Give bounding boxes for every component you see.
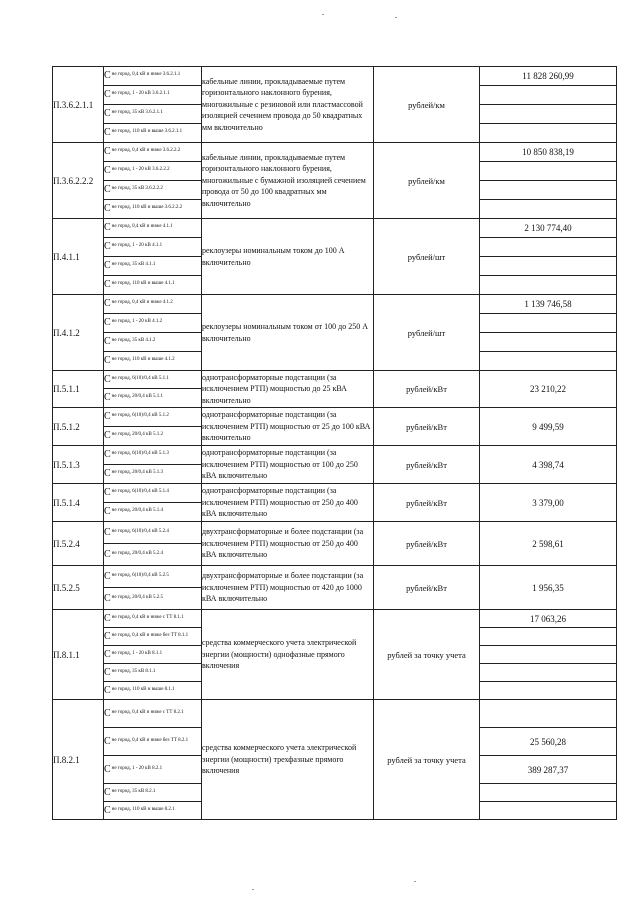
voltage-subcategory <box>104 86 202 105</box>
voltage-subcategory <box>104 276 202 295</box>
c-prefix: C <box>104 526 111 538</box>
voltage-subcategory <box>104 408 202 427</box>
table-row <box>53 446 617 465</box>
subcategory-label: не город, 0,4 кВ и ниже 4.1.1 <box>111 224 173 229</box>
c-prefix: C <box>104 241 111 252</box>
voltage-subcategory <box>104 484 202 503</box>
c-prefix: C <box>104 506 111 517</box>
subcategory-label: не город, 20/0,4 кВ 5.1.2 <box>111 432 164 437</box>
table-row <box>53 610 617 628</box>
unit-of-measure: рублей/км <box>374 67 480 143</box>
voltage-subcategory <box>104 314 202 333</box>
subcategory-label: не город, 0,4 кВ и ниже с ТТ 8.1.1 <box>111 614 184 620</box>
item-code: П.4.1.1 <box>53 219 104 295</box>
unit-of-measure: рублей/кВт <box>374 522 480 566</box>
subcategory-label: не город, 0,4 кВ и ниже без ТТ 8.1.1 <box>111 632 189 638</box>
voltage-subcategory <box>104 588 202 610</box>
subcategory-label: не город, 35 кВ 4.1.2 <box>111 338 156 343</box>
c-prefix: C <box>104 468 111 479</box>
subcategory-label: не город, 6(10)/0,4 кВ 5.1.4 <box>111 489 169 494</box>
rate-empty <box>480 352 617 371</box>
rate-empty <box>480 784 617 802</box>
subcategory-label: не город, 20/0,4 кВ 5.1.4 <box>111 508 164 513</box>
voltage-subcategory <box>104 784 202 802</box>
item-description: средства коммерческого учета электрической энергии (мощности) трехфазные прямого включения <box>202 700 374 820</box>
table-row <box>53 522 617 544</box>
subcategory-label: не город, 110 кВ и выше 8.2.1 <box>111 806 175 812</box>
voltage-subcategory <box>104 219 202 238</box>
subcategory-label: не город, 20/0,4 кВ 5.2.5 <box>111 594 164 600</box>
unit-of-measure: рублей/кВт <box>374 484 480 522</box>
c-prefix: C <box>104 763 111 775</box>
subcategory-label: не город, 6(10)/0,4 кВ 5.2.5 <box>111 572 169 578</box>
table-row <box>53 143 617 162</box>
table-row <box>53 295 617 314</box>
voltage-subcategory <box>104 427 202 446</box>
voltage-subcategory <box>104 503 202 522</box>
item-code: П.5.1.4 <box>53 484 104 522</box>
item-description: двухтрансформаторные и более подстанции (за исключением РТП) мощностью от 250 до 400 кВА включительно <box>202 522 374 566</box>
c-prefix: C <box>104 666 111 678</box>
rate-value: 2 598,61 <box>480 522 617 566</box>
item-code: П.5.1.1 <box>53 371 104 408</box>
rate-empty <box>480 181 617 200</box>
item-description: однотрансформаторные подстанции (за исключением РТП) мощностью от 100 до 250 кВА включительно <box>202 446 374 484</box>
rate-empty <box>480 276 617 295</box>
rate-value: 10 850 838,19 <box>480 143 617 162</box>
subcategory-label: не город, 35 кВ 3.6.2.1.1 <box>111 110 163 115</box>
c-prefix: C <box>104 684 111 696</box>
c-prefix: C <box>104 203 111 214</box>
voltage-subcategory <box>104 465 202 484</box>
voltage-subcategory <box>104 728 202 756</box>
rate-value: 11 828 260,99 <box>480 67 617 86</box>
c-prefix: C <box>104 298 111 309</box>
subcategory-label: не город, 6(10)/0,4 кВ 5.2.4 <box>111 528 169 534</box>
c-prefix: C <box>104 127 111 138</box>
rate-value: 9 499,59 <box>480 408 617 446</box>
scan-speck <box>395 17 397 18</box>
c-prefix: C <box>104 735 111 747</box>
item-code: П.3.6.2.2.2 <box>53 143 104 219</box>
table-row <box>53 484 617 503</box>
item-description: однотрансформаторные подстанции (за исключением РТП) мощностью до 25 кВА включительно <box>202 371 374 408</box>
subcategory-label: не город, 110 кВ и выше 4.1.1 <box>111 281 175 286</box>
subcategory-label: не город, 35 кВ 8.2.1 <box>111 788 156 794</box>
table-row <box>53 219 617 238</box>
item-code: П.5.1.2 <box>53 408 104 446</box>
c-prefix: C <box>104 89 111 100</box>
voltage-subcategory <box>104 446 202 465</box>
unit-of-measure: рублей/кВт <box>374 408 480 446</box>
subcategory-label: не город, 110 кВ и выше 8.1.1 <box>111 686 175 692</box>
item-code: П.5.2.4 <box>53 522 104 566</box>
unit-of-measure: рублей/шт <box>374 219 480 295</box>
c-prefix: C <box>104 411 111 422</box>
c-prefix: C <box>104 336 111 347</box>
subcategory-label: не город, 1 - 20 кВ 8.1.1 <box>111 650 163 656</box>
voltage-subcategory <box>104 682 202 700</box>
c-prefix: C <box>104 487 111 498</box>
voltage-subcategory <box>104 566 202 588</box>
subcategory-label: не город, 1 - 20 кВ 4.1.1 <box>111 243 163 248</box>
c-prefix: C <box>104 222 111 233</box>
scan-speck <box>252 889 254 890</box>
rate-value: 1 139 746,58 <box>480 295 617 314</box>
item-description: средства коммерческого учета электрической энергии (мощности) однофазные прямого включения <box>202 610 374 700</box>
item-description: кабельные линии, прокладываемые путем горизонтального наклонного бурения, многожильные с бумажной изоляцией сечением провода от 50 до 100 квадратных мм включительно <box>202 143 374 219</box>
rate-empty <box>480 682 617 700</box>
unit-of-measure: рублей/кВт <box>374 371 480 408</box>
rate-empty <box>480 257 617 276</box>
voltage-subcategory <box>104 162 202 181</box>
item-description: реклоузеры номинальным током от 100 до 250 А включительно <box>202 295 374 371</box>
rate-empty <box>480 314 617 333</box>
c-prefix: C <box>104 630 111 642</box>
table-row <box>53 371 617 389</box>
subcategory-label: не город, 0,4 кВ и ниже 3.6.2.1.1 <box>111 72 181 77</box>
c-prefix: C <box>104 279 111 290</box>
subcategory-label: не город, 1 - 20 кВ 8.2.1 <box>111 765 163 771</box>
subcategory-label: не город, 20/0,4 кВ 5.1.3 <box>111 470 164 475</box>
c-prefix: C <box>104 786 111 798</box>
rate-empty <box>480 238 617 257</box>
subcategory-label: не город, 0,4 кВ и ниже 4.1.2 <box>111 300 173 305</box>
c-prefix: C <box>104 804 111 816</box>
voltage-subcategory <box>104 143 202 162</box>
c-prefix: C <box>104 612 111 624</box>
rate-value: 23 210,22 <box>480 371 617 408</box>
rate-value: 25 560,28 <box>480 728 617 756</box>
rate-empty <box>480 124 617 143</box>
c-prefix: C <box>104 392 111 403</box>
rate-value: 4 398,74 <box>480 446 617 484</box>
rate-empty <box>480 802 617 820</box>
item-description: реклоузеры номинальным током до 100 А включительно <box>202 219 374 295</box>
item-code: П.3.6.2.1.1 <box>53 67 104 143</box>
table-row <box>53 408 617 427</box>
voltage-subcategory <box>104 371 202 389</box>
item-code: П.8.2.1 <box>53 700 104 820</box>
rate-value-secondary: 389 287,37 <box>480 756 617 784</box>
scan-speck <box>322 14 324 15</box>
tariff-table <box>52 66 617 820</box>
subcategory-label: не город, 6(10)/0,4 кВ 5.1.2 <box>111 413 169 418</box>
c-prefix: C <box>104 165 111 176</box>
subcategory-label: не город, 20/0,4 кВ 5.1.1 <box>111 394 164 399</box>
unit-of-measure: рублей/шт <box>374 295 480 371</box>
rate-empty <box>480 162 617 181</box>
item-code: П.4.1.2 <box>53 295 104 371</box>
voltage-subcategory <box>104 664 202 682</box>
item-description: однотрансформаторные подстанции (за исключением РТП) мощностью от 25 до 100 кВА включительно <box>202 408 374 446</box>
voltage-subcategory <box>104 124 202 143</box>
rate-value: 17 063,26 <box>480 610 617 628</box>
c-prefix: C <box>104 70 111 81</box>
c-prefix: C <box>104 108 111 119</box>
subcategory-label: не город, 0,4 кВ и ниже 3.6.2.2.2 <box>111 148 181 153</box>
subcategory-label: не город, 110 кВ и выше 3.6.2.2.2 <box>111 205 183 210</box>
table-row <box>53 700 617 728</box>
rate-empty <box>480 628 617 646</box>
subcategory-label: не город, 35 кВ 4.1.1 <box>111 262 156 267</box>
voltage-subcategory <box>104 181 202 200</box>
unit-of-measure: рублей/кВт <box>374 566 480 610</box>
c-prefix: C <box>104 355 111 366</box>
rate-empty <box>480 200 617 219</box>
c-prefix: C <box>104 146 111 157</box>
rate-empty <box>480 86 617 105</box>
subcategory-label: не город, 1 - 20 кВ 4.1.2 <box>111 319 163 324</box>
item-description: однотрансформаторные подстанции (за исключением РТП) мощностью от 250 до 400 кВА включительно <box>202 484 374 522</box>
rate-empty <box>480 664 617 682</box>
c-prefix: C <box>104 184 111 195</box>
c-prefix: C <box>104 648 111 660</box>
voltage-subcategory <box>104 646 202 664</box>
c-prefix: C <box>104 430 111 441</box>
c-prefix: C <box>104 260 111 271</box>
voltage-subcategory <box>104 700 202 728</box>
c-prefix: C <box>104 592 111 604</box>
voltage-subcategory <box>104 352 202 371</box>
voltage-subcategory <box>104 67 202 86</box>
rate-empty <box>480 700 617 728</box>
voltage-subcategory <box>104 522 202 544</box>
voltage-subcategory <box>104 756 202 784</box>
voltage-subcategory <box>104 544 202 566</box>
subcategory-label: не город, 20/0,4 кВ 5.2.4 <box>111 550 164 556</box>
voltage-subcategory <box>104 238 202 257</box>
c-prefix: C <box>104 449 111 460</box>
c-prefix: C <box>104 317 111 328</box>
c-prefix: C <box>104 548 111 560</box>
voltage-subcategory <box>104 628 202 646</box>
rate-empty <box>480 105 617 124</box>
subcategory-label: не город, 6(10)/0,4 кВ 5.1.3 <box>111 451 169 456</box>
subcategory-label: не город, 0,4 кВ и ниже без ТТ 8.2.1 <box>111 737 189 743</box>
c-prefix: C <box>104 373 111 385</box>
tariff-table-body <box>53 67 617 820</box>
subcategory-label: не город, 1 - 20 кВ 3.6.2.2.2 <box>111 167 170 172</box>
rate-empty <box>480 333 617 352</box>
table-row <box>53 566 617 588</box>
c-prefix: C <box>104 570 111 582</box>
voltage-subcategory <box>104 389 202 408</box>
rate-empty <box>480 646 617 664</box>
subcategory-label: не город, 0,4 кВ и ниже с ТТ 8.2.1 <box>111 709 184 715</box>
item-code: П.5.2.5 <box>53 566 104 610</box>
rate-value: 3 379,00 <box>480 484 617 522</box>
voltage-subcategory <box>104 333 202 352</box>
unit-of-measure: рублей/кВт <box>374 446 480 484</box>
rate-value: 1 956,35 <box>480 566 617 610</box>
subcategory-label: не город, 110 кВ и выше 4.1.2 <box>111 357 175 362</box>
scan-speck <box>414 881 416 882</box>
unit-of-measure: рублей за точку учета <box>374 610 480 700</box>
item-description: двухтрансформаторные и более подстанции (за исключением РТП) мощностью от 420 до 1000 кВА включительно <box>202 566 374 610</box>
voltage-subcategory <box>104 257 202 276</box>
item-code: П.8.1.1 <box>53 610 104 700</box>
subcategory-label: не город, 35 кВ 3.6.2.2.2 <box>111 186 163 191</box>
subcategory-label: не город, 110 кВ и выше 3.6.2.1.1 <box>111 129 183 134</box>
unit-of-measure: рублей за точку учета <box>374 700 480 820</box>
subcategory-label: не город, 35 кВ 8.1.1 <box>111 668 156 674</box>
item-description: кабельные линии, прокладываемые путем горизонтального наклонного бурения, многожильные с резиновой или пластмассовой изоляцией сечением провода до 50 квадратных мм включительно <box>202 67 374 143</box>
voltage-subcategory <box>104 802 202 820</box>
voltage-subcategory <box>104 200 202 219</box>
voltage-subcategory <box>104 105 202 124</box>
subcategory-label: не город, 6(10)/0,4 кВ 5.1.1 <box>111 375 169 381</box>
rate-value: 2 130 774,40 <box>480 219 617 238</box>
table-row <box>53 67 617 86</box>
item-code: П.5.1.3 <box>53 446 104 484</box>
subcategory-label: не город, 1 - 20 кВ 3.6.2.1.1 <box>111 91 170 96</box>
c-prefix: C <box>104 707 111 719</box>
voltage-subcategory <box>104 295 202 314</box>
unit-of-measure: рублей/км <box>374 143 480 219</box>
voltage-subcategory <box>104 610 202 628</box>
